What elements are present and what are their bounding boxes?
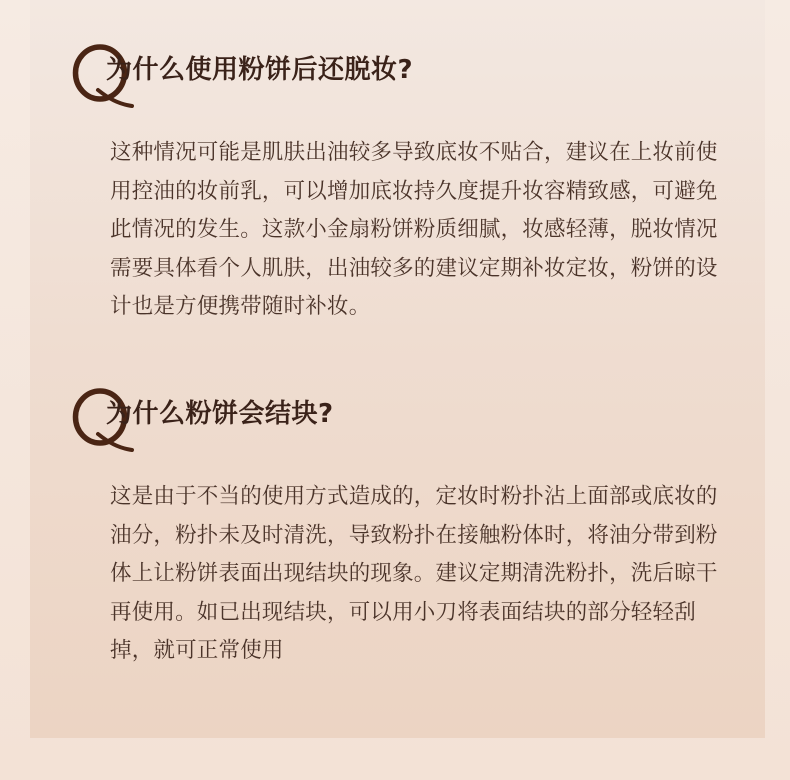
faq-card (30, 0, 765, 738)
faq-answer: 这是由于不当的使用方式造成的，定妆时粉扑沾上面部或底妆的油分，粉扑未及时清洗，导致粉扑在接触粉体时，将油分带到粉体上让粉饼表面出现结块的现象。建议定期清洗粉扑，洗后晾干再使用。如已出现结块，可以用小刀将表面结块的部分轻轻刮掉，就可正常使用 (110, 484, 718, 663)
faq-answer: 这种情况可能是肌肤出油较多导致底妆不贴合，建议在上妆前使用控油的妆前乳，可以增加底妆持久度提升妆容精致感，可避免此情况的发生。这款小金扇粉饼粉质细腻，妆感轻薄，脱妆情况需要具体看个人肌肤，出油较多的建议定期补妆定妆，粉饼的设计也是方便携带随时补妆。 (110, 140, 718, 319)
faq-question: 为什么使用粉饼后还脱妆? (106, 55, 414, 85)
faq-question: 为什么粉饼会结块? (106, 399, 334, 429)
